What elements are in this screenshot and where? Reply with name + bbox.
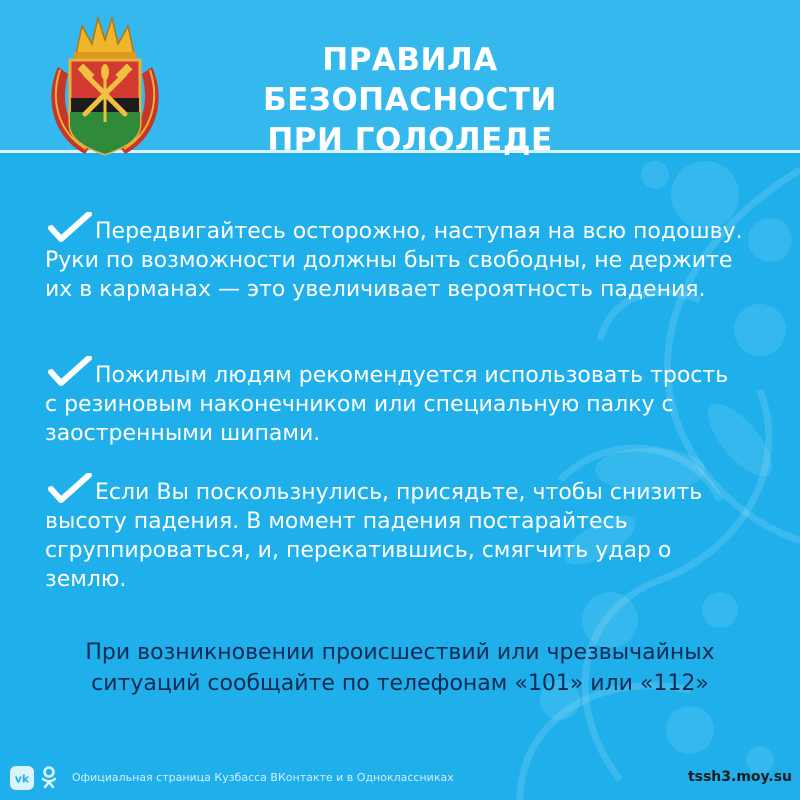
safety-rule xyxy=(45,356,745,448)
checkmark-icon xyxy=(45,212,95,242)
notice-line-2: ситуаций сообщайте по телефонам «101» или «112» xyxy=(91,671,709,696)
checkmark-icon xyxy=(45,356,95,386)
safety-rule xyxy=(45,473,745,594)
vk-icon[interactable] xyxy=(10,766,34,790)
watermark: tssh3.moy.su xyxy=(687,769,792,785)
safety-rule-text: Передвигайтесь осторожно, наступая на всю подошву. Руки по возможности должны быть свободны, не держите их в карманах — это увеличивает вероятность падения. xyxy=(45,219,743,302)
emergency-notice xyxy=(40,637,760,699)
safety-rule-text: Если Вы поскользнулись, присядьте, чтобы снизить высоту падения. В момент падения постарайтесь сгруппироваться, и, перекатившись, смягчить удар о землю. xyxy=(45,480,703,592)
kuzbass-coat-of-arms-icon xyxy=(40,12,170,162)
footer xyxy=(0,755,800,800)
title-line-2: ПРИ ГОЛОЛЕДЕ xyxy=(267,122,553,158)
odnoklassniki-icon[interactable] xyxy=(40,766,58,790)
title-line-1: ПРАВИЛА БЕЗОПАСНОСТИ xyxy=(262,42,557,118)
safety-rule xyxy=(45,212,745,304)
safety-rule-text: Пожилым людям рекомендуется использовать трость с резиновым наконечником или специальную палку с заостренными шипами. xyxy=(45,363,729,446)
page-title xyxy=(170,40,650,160)
notice-line-1: При возникновении происшествий или чрезвычайных xyxy=(85,640,715,665)
footer-text: Официальная страница Кузбасса ВКонтакте и в Одноклассниках xyxy=(72,771,454,784)
checkmark-icon xyxy=(45,473,95,503)
svg-text:vk: vk xyxy=(14,772,30,786)
